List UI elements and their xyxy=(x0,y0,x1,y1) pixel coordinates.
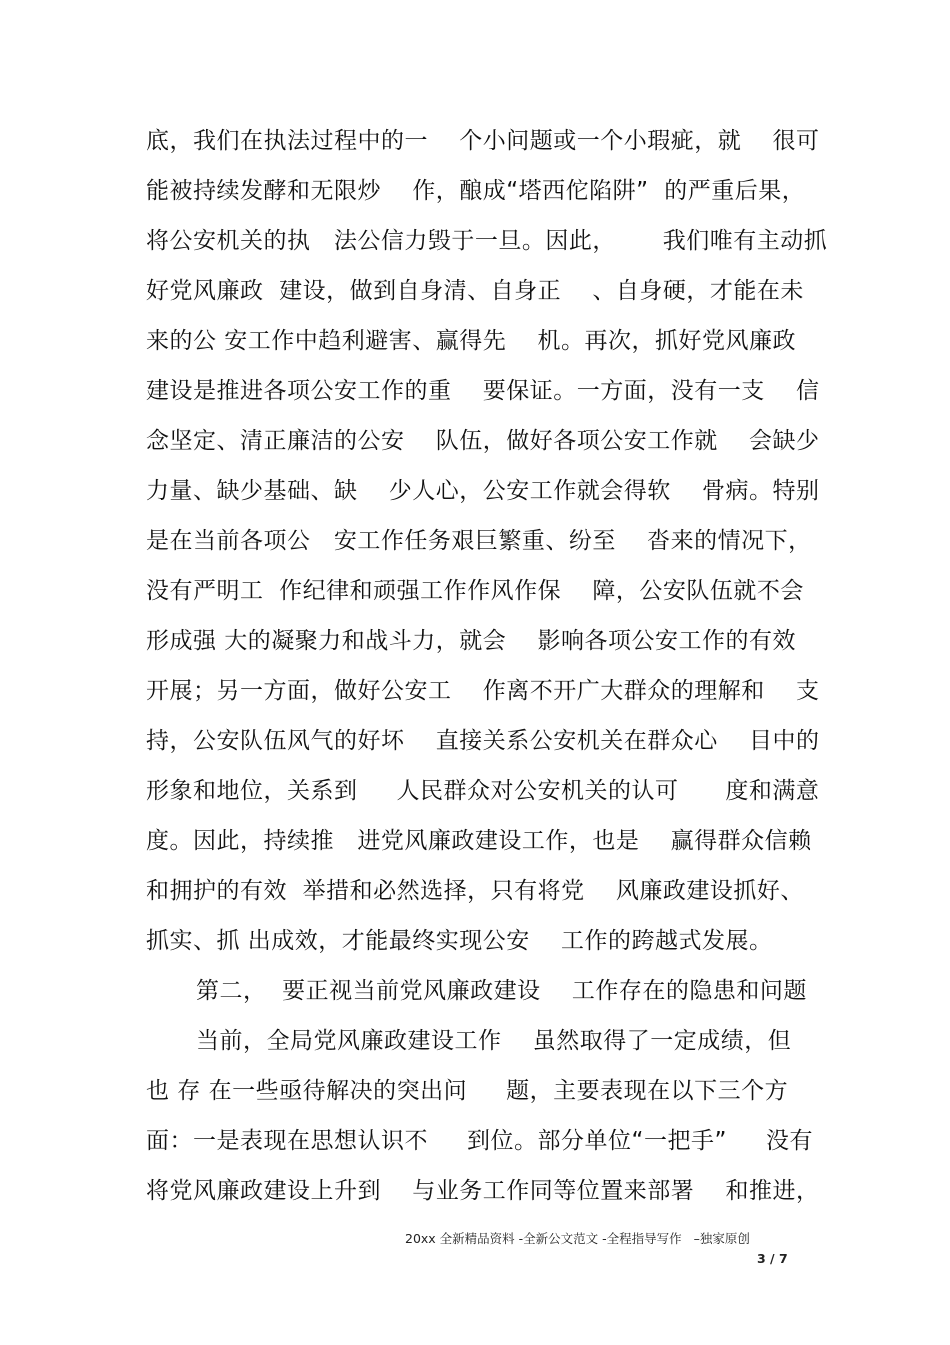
body-line-9: 是在当前各项公 安工作任务艰巨繁重、纷至 沓来的情况下， xyxy=(146,528,812,554)
body-line-19: 面：一是表现在思想认识不 到位。部分单位“一把手” 没有 xyxy=(146,1128,813,1154)
body-line-17: 抓实、抓 出成效，才能最终实现公安 工作的跨越式发展。 xyxy=(146,928,773,954)
body-line-11: 形成强 大的凝聚力和战斗力，就会 影响各项公安工作的有效 xyxy=(146,628,797,654)
body-line-4: 好党风廉政 建设，做到自身清、自身正 、自身硬，才能在未 xyxy=(146,278,804,304)
body-line-18: 也 存 在一些亟待解决的突出问 题，主要表现在以下三个方 xyxy=(146,1078,789,1104)
body-line-12: 开展；另一方面，做好公安工 作离不开广大群众的理解和 支 xyxy=(146,678,820,704)
body-line-1: 底，我们在执法过程中的一 个小问题或一个小瑕疵，就 很可 xyxy=(146,128,820,154)
body-line-8: 力量、缺少基础、缺 少人心，公安工作就会得软 骨病。特别 xyxy=(146,478,820,504)
section-heading: 第二， 要正视当前党风廉政建设 工作存在的隐患和问题 xyxy=(196,978,807,1004)
body-line-3: 将公安机关的执 法公信力毁于一旦。因此， 我们唯有主动抓 xyxy=(146,228,828,254)
body-line-13: 持，公安队伍风气的好坏 直接关系公安机关在群众心 目中的 xyxy=(146,728,820,754)
body-line-5: 来的公 安工作中趋利避害、赢得先 机。再次，抓好党风廉政 xyxy=(146,328,797,354)
body-line-14: 形象和地位，关系到 人民群众对公安机关的认可 度和满意 xyxy=(146,778,820,804)
body-line-6: 建设是推进各项公安工作的重 要保证。一方面，没有一支 信 xyxy=(146,378,820,404)
paragraph-first-line: 当前，全局党风廉政建设工作 虽然取得了一定成绩，但 xyxy=(196,1028,792,1054)
footer-text: 20xx 全新精品资料 -全新公文范文 -全程指导写作 –独家原创 xyxy=(405,1231,750,1246)
page-number: 3 / 7 xyxy=(757,1251,788,1266)
body-line-2: 能被持续发酵和无限炒 作，酿成“塔西佗陷阱” 的严重后果， xyxy=(146,178,806,204)
body-line-7: 念坚定、清正廉洁的公安 队伍，做好各项公安工作就 会缺少 xyxy=(146,428,820,454)
body-line-20: 将党风廉政建设上升到 与业务工作同等位置来部署 和推进， xyxy=(146,1178,820,1204)
body-line-15: 度。因此，持续推 进党风廉政建设工作，也是 赢得群众信赖 xyxy=(146,828,812,854)
body-line-16: 和拥护的有效 举措和必然选择，只有将党 风廉政建设抓好、 xyxy=(146,878,804,904)
body-line-10: 没有严明工 作纪律和顽强工作作风作保 障，公安队伍就不会 xyxy=(146,578,804,604)
